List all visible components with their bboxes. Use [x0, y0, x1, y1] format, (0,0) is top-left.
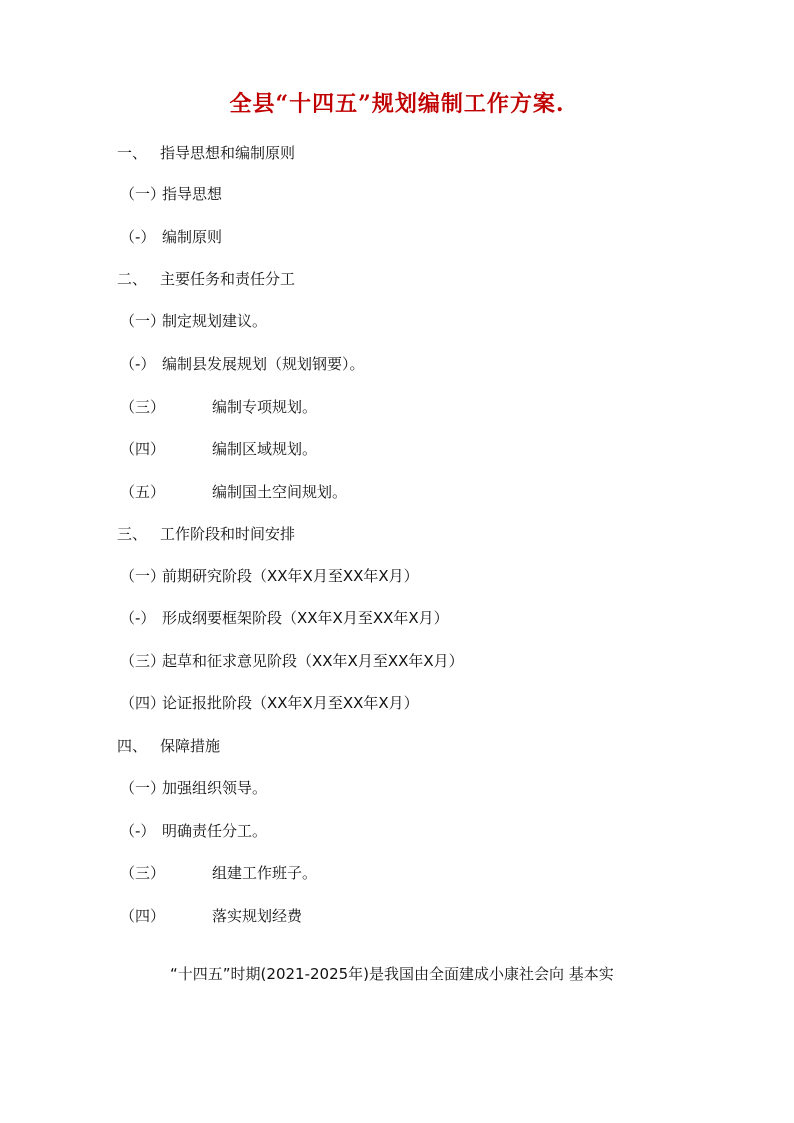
section-title: 指导思想和编制原则 [160, 144, 296, 162]
subsection-number: （四） [120, 440, 166, 458]
subsection-number: （-） [120, 609, 156, 627]
subsection-title: 形成纲要框架阶段（XX年X月至XX年X月） [162, 609, 449, 627]
subsection-number: （-） [120, 355, 156, 373]
section-number: 一、 [117, 144, 148, 162]
subsection-title: 组建工作班子。 [212, 864, 318, 882]
subsection-number: （四） [120, 694, 166, 712]
document-title: 全县“十四五”规划编制工作方案. [229, 91, 565, 117]
subsection-title: 指导思想 [162, 185, 223, 203]
subsection-title: 论证报批阶段（XX年X月至XX年X月） [162, 694, 419, 712]
subsection-number: （一） [120, 312, 166, 330]
subsection-number: （三） [120, 864, 166, 882]
section-number: 三、 [117, 525, 148, 543]
subsection-title: 编制专项规划。 [212, 398, 318, 416]
section-title: 工作阶段和时间安排 [160, 525, 296, 543]
subsection-title: 明确责任分工。 [162, 822, 268, 840]
body-paragraph: “十四五”时期(2021-2025年)是我国由全面建成小康社会向 基本实 [170, 965, 614, 983]
subsection-number: （三） [120, 652, 166, 670]
subsection-number: （一） [120, 185, 166, 203]
section-title: 主要任务和责任分工 [160, 270, 296, 288]
subsection-title: 起草和征求意见阶段（XX年X月至XX年X月） [162, 652, 464, 670]
subsection-title: 制定规划建议。 [162, 312, 268, 330]
subsection-number: （一） [120, 779, 166, 797]
subsection-number: （三） [120, 398, 166, 416]
subsection-title: 编制县发展规划（规划钢要）。 [162, 355, 365, 373]
subsection-title: 编制原则 [162, 228, 223, 246]
subsection-number: （四） [120, 907, 166, 925]
section-number: 二、 [117, 270, 148, 288]
subsection-title: 编制国土空间规划。 [212, 483, 348, 501]
subsection-title: 落实规划经费 [212, 907, 303, 925]
subsection-title: 编制区域规划。 [212, 440, 318, 458]
section-title: 保障措施 [160, 737, 221, 755]
subsection-number: （一） [120, 567, 166, 585]
subsection-number: （五） [120, 483, 166, 501]
subsection-number: （-） [120, 822, 156, 840]
subsection-number: （-） [120, 228, 156, 246]
subsection-title: 前期研究阶段（XX年X月至XX年X月） [162, 567, 419, 585]
section-number: 四、 [117, 737, 148, 755]
subsection-title: 加强组织领导。 [162, 779, 268, 797]
